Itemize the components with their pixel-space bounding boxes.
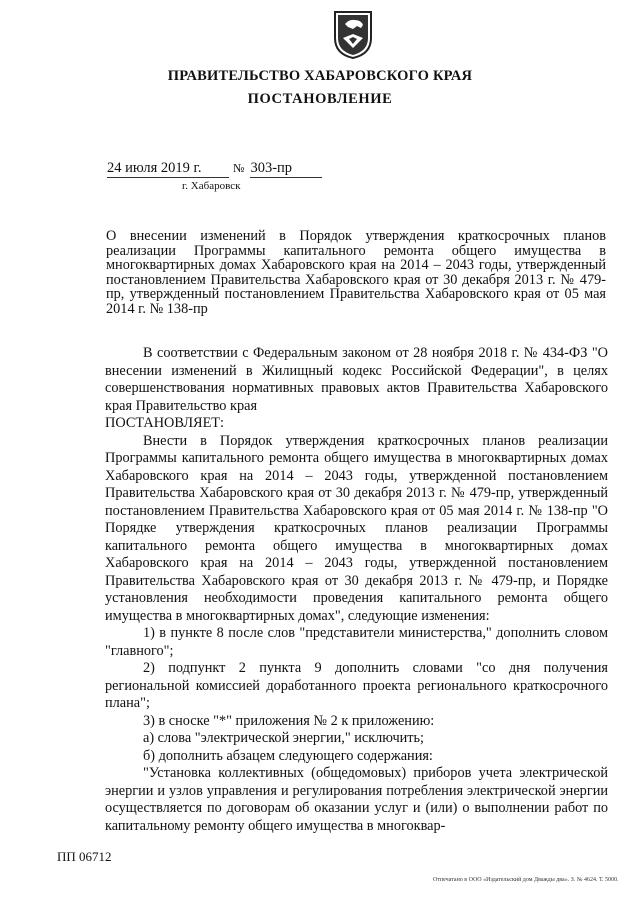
document-code: ПП 06712 <box>57 849 112 864</box>
list-item: а) слова "электрической энергии," исключить; <box>143 730 425 746</box>
list-item: б) дополнить абзацем следующего содержания: <box>143 747 433 764</box>
list-item: 2) подпункт 2 пункта 9 дополнить словами "со дня получения региональной комиссией доработанного проекта регионального краткосрочного плана"; <box>105 660 608 711</box>
body-paragraph: Внести в Порядок утверждения краткосрочных планов реализации Программы капитального ремонта общего имущества в многоквартирных домах Хабаровского края на 2014 – 2043 годы, утвержденной постановлением Правительства Хабаровского края от 30 декабря 2013 г. № 479-пр, утвержденный постановлением Правительства Хабаровского края от 05 мая 2014 г. № 138-пр "О Порядке утверждения краткосрочных планов реализации Программы капитального ремонта общего имущества в многоквартирных домах Хабаровского края на 2014 – 2043 годы, утвержденной постановлением Правительства Хабаровского края от 30 декабря 2013 г. № 479-пр, и Порядке установления необходимости проведения капитального ремонта общего имущества в многоквартирных домах", следующие изменения: <box>105 432 608 624</box>
document-body <box>105 345 608 835</box>
document-date: 24 июля 2019 г. <box>107 160 229 178</box>
coat-of-arms-icon <box>331 8 375 60</box>
preamble-paragraph: В соответствии с Федеральным законом от 28 ноября 2018 г. № 434-ФЗ "О внесении изменений в Жилищный кодекс Российской Федерации", в целях совершенствования нормативных правовых актов Правительства Хабаровского края Правительство края <box>105 345 608 414</box>
printer-note: Отпечатано в ООО «Издательский дом Дважды два». З. № 4624. Т. 5000. <box>433 877 619 883</box>
list-item: 1) в пункте 8 после слов "представители министерства," дополнить словом "главного"; <box>105 625 608 659</box>
date-number-line <box>107 160 322 178</box>
list-item: 3) в сноске "*" приложения № 2 к приложению: <box>143 712 435 729</box>
government-name: ПРАВИТЕЛЬСТВО ХАБАРОВСКОГО КРАЯ <box>167 68 473 84</box>
document-title: О внесении изменений в Порядок утверждения краткосрочных планов реализации Программы капитального ремонта общего имущества в многоквартирных домах Хабаровского края на 2014 – 2043 годы, утвержденный постановлением Правительства Хабаровского края от 30 декабря 2013 г. № 479-пр, утвержденный постановлением Правительства Хабаровского края от 05 мая 2014 г. № 138-пр <box>106 228 606 317</box>
resolves-heading: ПОСТАНОВЛЯЕТ: <box>105 415 225 431</box>
number-sign: № <box>233 161 245 175</box>
body-paragraph: "Установка коллективных (общедомовых) приборов учета электрической энергии и узлов управления и регулирования потребления электрической энергии осуществляется по договорам об оказании услуг и (или) о выполнении работ по капитальному ремонту общего имущества в многоквар- <box>105 765 608 834</box>
document-type: ПОСТАНОВЛЕНИЕ <box>247 91 393 107</box>
city: г. Хабаровск <box>182 180 241 192</box>
document-number: 303-пр <box>250 160 322 178</box>
